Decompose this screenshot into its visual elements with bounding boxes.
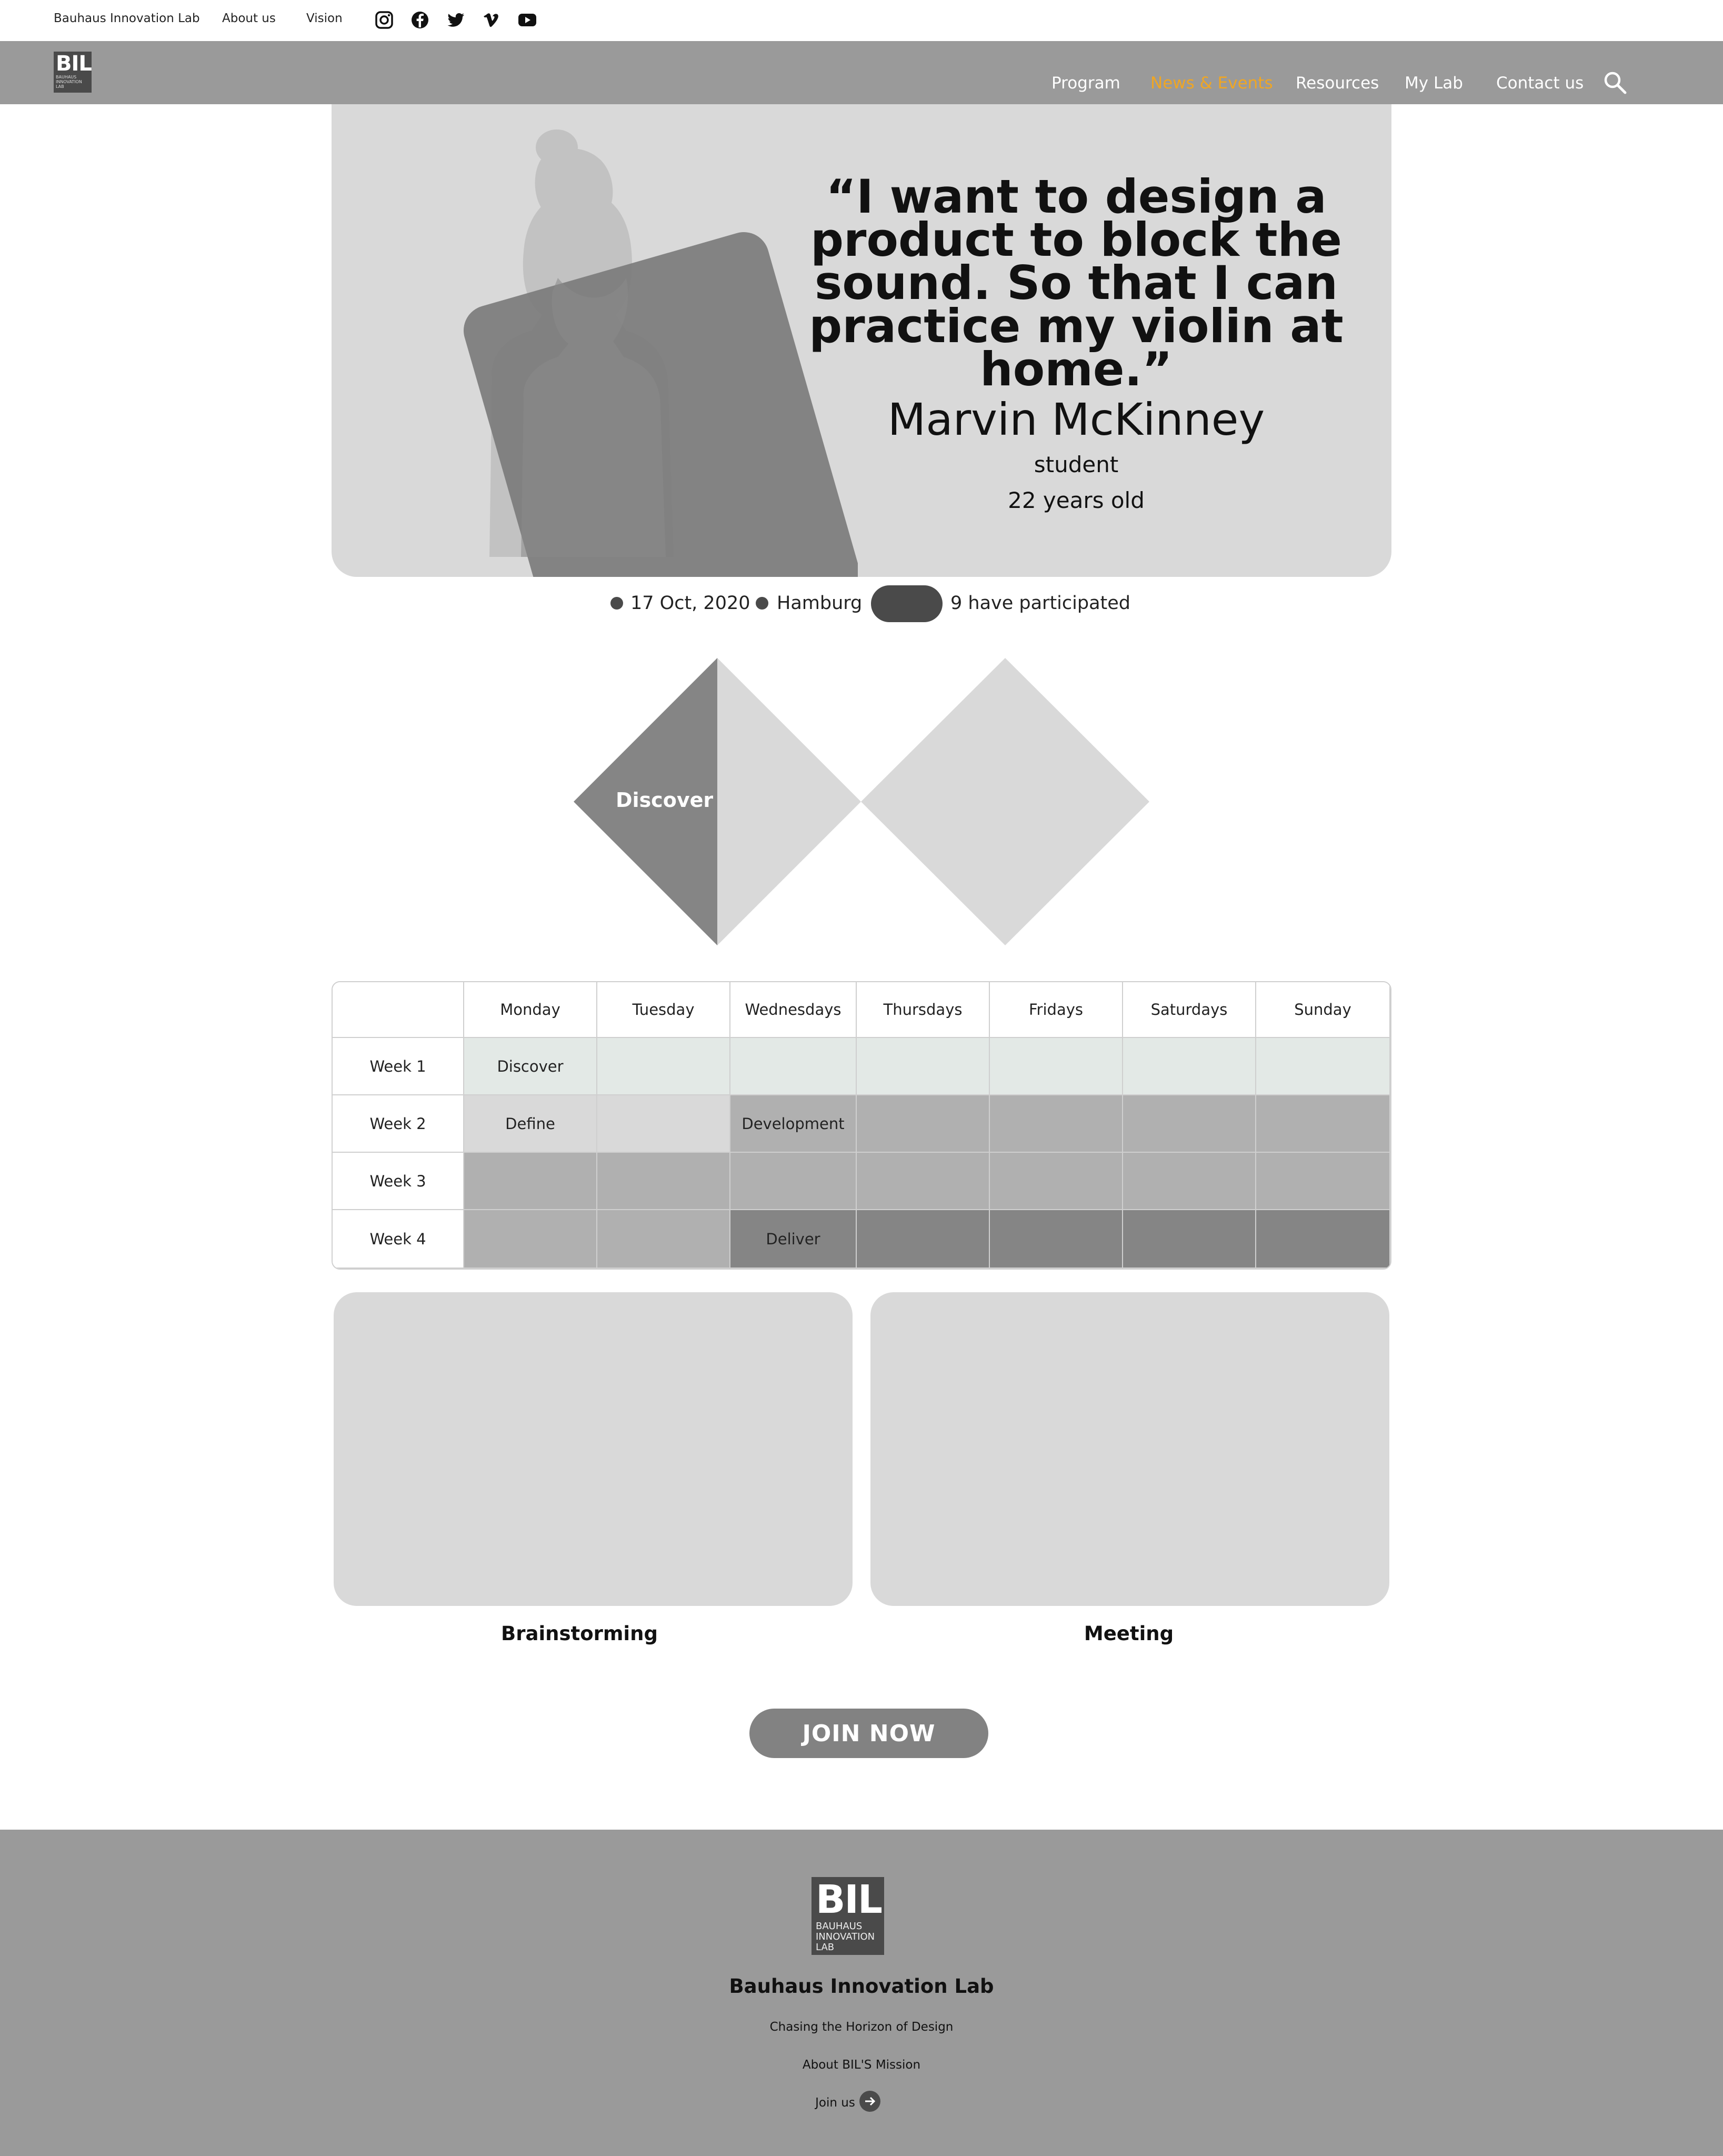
join-now-button[interactable]: JOIN NOW bbox=[749, 1709, 988, 1758]
table-cell[interactable] bbox=[857, 1095, 990, 1153]
person-name: Marvin McKinney bbox=[887, 394, 1265, 445]
logo-short: BIL bbox=[56, 52, 92, 76]
table-cell[interactable] bbox=[1256, 1153, 1390, 1210]
table-cell[interactable] bbox=[464, 1153, 597, 1210]
table-cell[interactable] bbox=[597, 1095, 730, 1153]
table-header-day: Tuesday bbox=[597, 982, 730, 1038]
brainstorming-card-image[interactable] bbox=[334, 1292, 853, 1606]
logo[interactable] bbox=[54, 52, 92, 93]
top-link-about[interactable]: About us bbox=[222, 12, 276, 25]
footer-join-link[interactable]: Join us bbox=[815, 2096, 855, 2110]
testimonial-quote: “I want to design a product to block the sound. So that I can practice my violin at home.” bbox=[809, 169, 1344, 396]
table-cell[interactable] bbox=[990, 1210, 1123, 1269]
nav-item-news-events[interactable]: News & Events bbox=[1150, 74, 1273, 93]
footer-mission-link[interactable]: About BIL'S Mission bbox=[802, 2058, 921, 2072]
youtube-icon[interactable] bbox=[517, 9, 538, 31]
location-bullet-icon bbox=[756, 597, 768, 610]
table-cell[interactable] bbox=[730, 1153, 857, 1210]
table-cell[interactable] bbox=[990, 1153, 1123, 1210]
table-cell[interactable] bbox=[464, 1210, 597, 1269]
table-cell[interactable] bbox=[857, 1038, 990, 1095]
table-header-day: Saturdays bbox=[1123, 982, 1256, 1038]
table-cell[interactable] bbox=[1123, 1095, 1256, 1153]
person-role: student bbox=[1034, 452, 1119, 477]
table-header-day: Monday bbox=[464, 982, 597, 1038]
table-cell[interactable] bbox=[730, 1038, 857, 1095]
footer-logo[interactable] bbox=[812, 1877, 884, 1955]
table-cell[interactable] bbox=[990, 1095, 1123, 1153]
table-row-week-label: Week 1 bbox=[333, 1038, 464, 1095]
footer-logo-short: BIL bbox=[816, 1877, 882, 1922]
table-cell[interactable] bbox=[1256, 1095, 1390, 1153]
date-bullet-icon bbox=[610, 597, 623, 610]
participant-count: 9 have participated bbox=[950, 593, 1131, 614]
table-row-week-label: Week 4 bbox=[333, 1210, 464, 1269]
main-navigation bbox=[0, 41, 1723, 104]
nav-item-contact[interactable]: Contact us bbox=[1496, 74, 1584, 93]
table-cell[interactable] bbox=[990, 1038, 1123, 1095]
second-diamond[interactable] bbox=[861, 658, 1149, 945]
table-row-week-label: Week 3 bbox=[333, 1153, 464, 1210]
nav-item-my-lab[interactable]: My Lab bbox=[1405, 74, 1463, 93]
vimeo-icon[interactable] bbox=[481, 9, 502, 31]
schedule-table bbox=[332, 981, 1391, 1270]
table-header-day: Wednesdays bbox=[730, 982, 857, 1038]
testimonial-hero bbox=[332, 104, 1391, 577]
table-cell[interactable] bbox=[1123, 1210, 1256, 1269]
discover-phase-label: Discover bbox=[616, 788, 714, 812]
table-row-week-label: Week 2 bbox=[333, 1095, 464, 1153]
table-header-day: Sunday bbox=[1256, 982, 1390, 1038]
arrow-right-icon[interactable] bbox=[859, 2091, 880, 2112]
person-age: 22 years old bbox=[1008, 487, 1145, 513]
table-cell[interactable] bbox=[1123, 1153, 1256, 1210]
twitter-icon[interactable] bbox=[445, 9, 466, 31]
footer-logo-long: BAUHAUS INNOVATION LAB bbox=[816, 1921, 875, 1953]
event-location: Hamburg bbox=[777, 593, 863, 614]
table-cell[interactable]: Discover bbox=[464, 1038, 597, 1095]
top-utility-bar bbox=[0, 0, 1723, 41]
meeting-card-image[interactable] bbox=[870, 1292, 1389, 1606]
table-cell[interactable] bbox=[597, 1153, 730, 1210]
instagram-icon[interactable] bbox=[374, 9, 395, 31]
event-date: 17 Oct, 2020 bbox=[630, 593, 750, 614]
top-link-vision[interactable]: Vision bbox=[306, 12, 343, 25]
table-cell[interactable] bbox=[857, 1153, 990, 1210]
meeting-caption: Meeting bbox=[1084, 1622, 1174, 1645]
search-icon[interactable] bbox=[1603, 71, 1627, 95]
table-cell[interactable] bbox=[597, 1210, 730, 1269]
table-header-day: Thursdays bbox=[857, 982, 990, 1038]
table-cell[interactable]: Define bbox=[464, 1095, 597, 1153]
participant-avatars[interactable] bbox=[871, 585, 943, 622]
table-cell[interactable]: Deliver bbox=[730, 1210, 857, 1269]
facebook-icon[interactable] bbox=[409, 9, 430, 31]
brainstorming-caption: Brainstorming bbox=[501, 1622, 658, 1645]
nav-item-resources[interactable]: Resources bbox=[1296, 74, 1379, 93]
footer-tagline: Chasing the Horizon of Design bbox=[769, 2020, 954, 2034]
footer-title: Bauhaus Innovation Lab bbox=[729, 1975, 994, 1998]
nav-item-program[interactable]: Program bbox=[1051, 74, 1120, 93]
logo-long: BAUHAUS INNOVATION LAB bbox=[56, 75, 82, 89]
table-header-day: Fridays bbox=[990, 982, 1123, 1038]
table-cell[interactable] bbox=[1256, 1210, 1390, 1269]
table-corner-cell bbox=[333, 982, 464, 1038]
table-cell[interactable] bbox=[1256, 1038, 1390, 1095]
top-link-home[interactable]: Bauhaus Innovation Lab bbox=[54, 12, 200, 25]
table-cell[interactable] bbox=[1123, 1038, 1256, 1095]
table-cell[interactable] bbox=[857, 1210, 990, 1269]
table-cell[interactable]: Development bbox=[730, 1095, 857, 1153]
table-cell[interactable] bbox=[597, 1038, 730, 1095]
discover-diamond-right-half bbox=[717, 658, 861, 945]
